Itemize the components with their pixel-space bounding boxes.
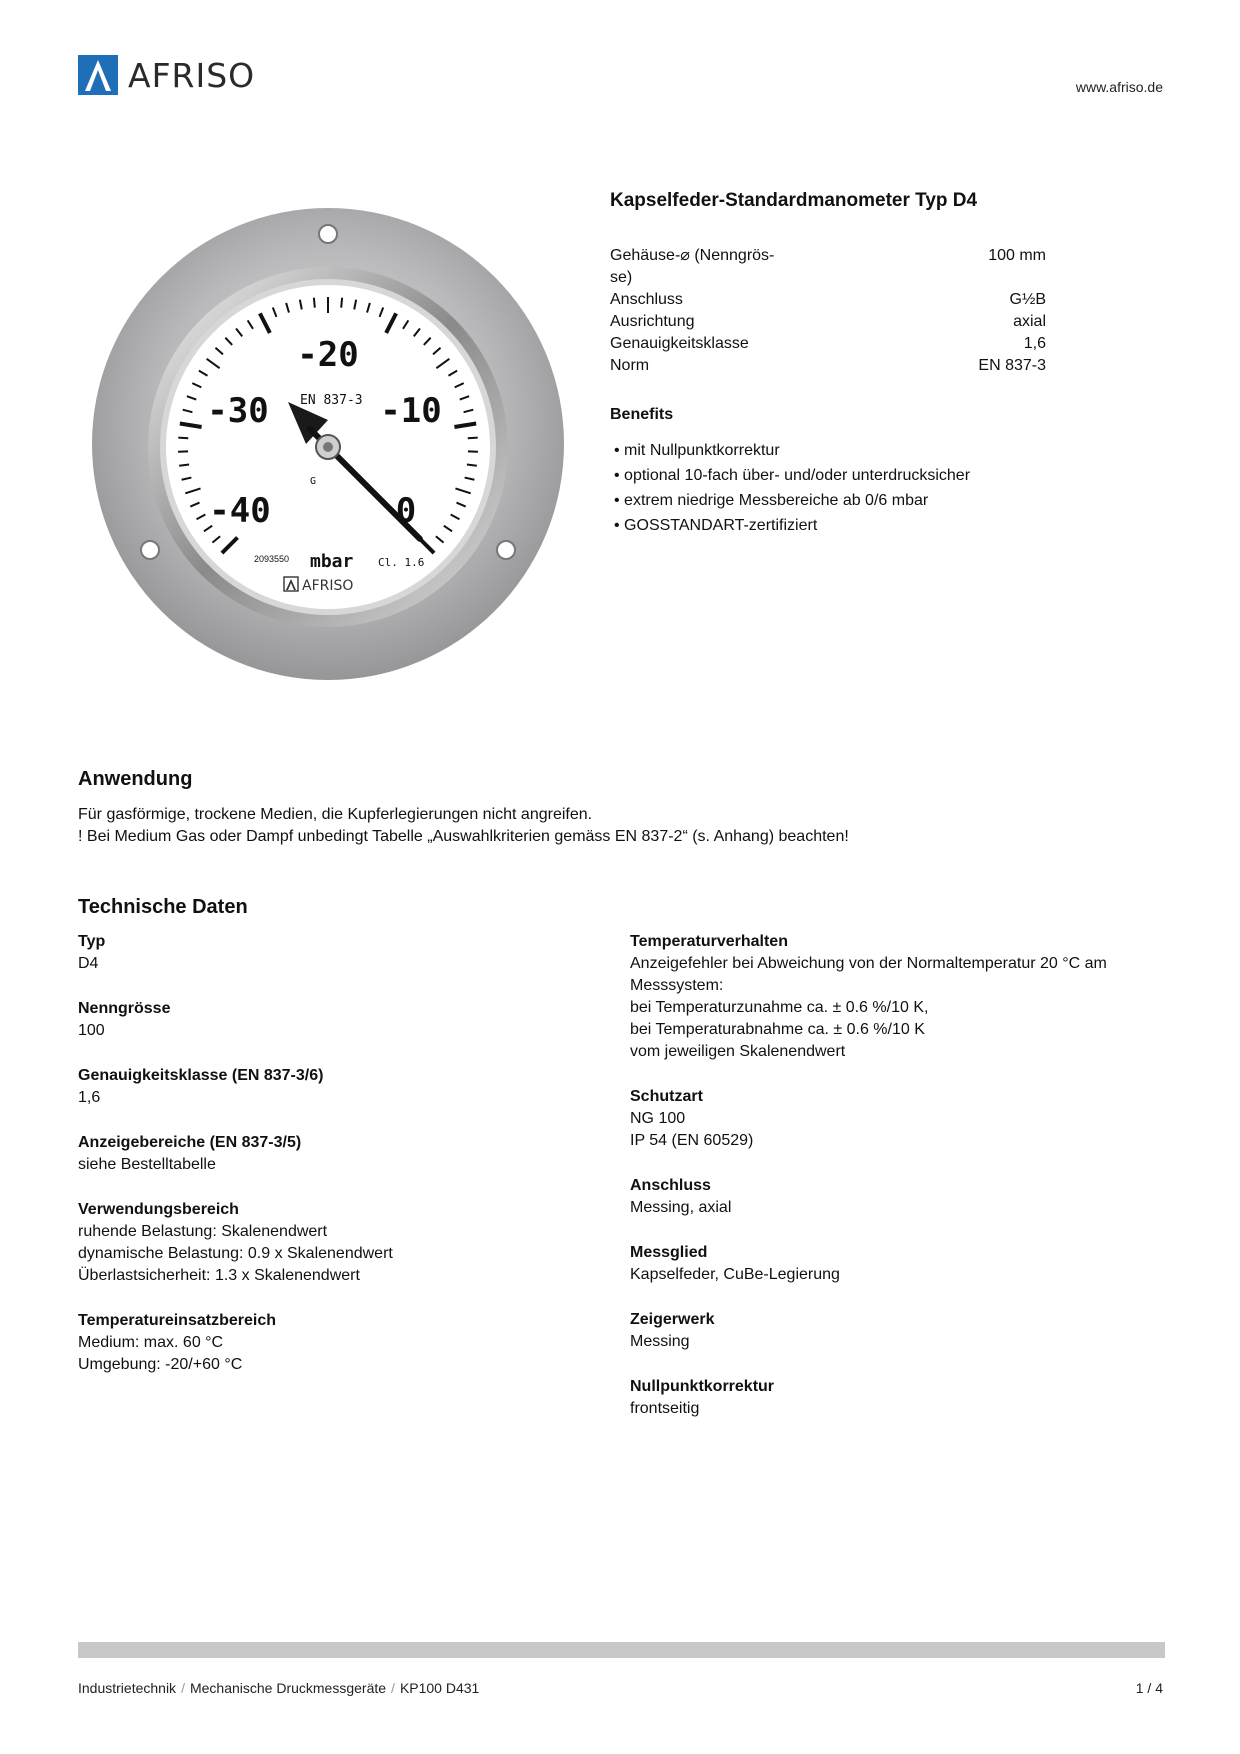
page-number: 1 / 4 (1135, 1680, 1163, 1696)
td-label: Zeigerwerk (630, 1311, 715, 1328)
gauge-label-minus10: -10 (380, 391, 442, 431)
spec-row (610, 289, 1046, 311)
td-item-anschluss (630, 1175, 1150, 1219)
spec-row-continued (610, 267, 1046, 289)
td-value: Messsystem: (630, 977, 724, 994)
td-value: Anzeigefehler bei Abweichung von der Normaltemperatur 20 °C am (630, 955, 1107, 972)
td-value: Überlastsicherheit: 1.3 x Skalenendwert (78, 1267, 360, 1284)
spec-value: G½B (1009, 291, 1046, 308)
td-value: bei Temperaturzunahme ca. ± 0.6 %/10 K, (630, 999, 929, 1016)
technische-daten-heading: Technische Daten (78, 896, 248, 918)
breadcrumb-separator: / (181, 1680, 185, 1696)
td-item-nenngroesse (78, 998, 598, 1042)
td-item-verwendungsbereich (78, 1199, 598, 1287)
spec-key: Gehäuse-⌀ (Nenngrös- (610, 247, 775, 264)
gauge-tick (314, 298, 315, 308)
benefit-item: • GOSSTANDART-zertifiziert (614, 513, 970, 538)
anwendung-line: ! Bei Medium Gas oder Dampf unbedingt Tabelle „Auswahlkriterien gemäss EN 837-2“ (s. Anhang) beachten! (78, 828, 849, 845)
gauge-label-zero: 0 (395, 491, 417, 531)
spec-row (610, 355, 1046, 377)
td-item-zeigerwerk (630, 1309, 1150, 1353)
td-label: Nullpunktkorrektur (630, 1378, 775, 1395)
td-value: Kapselfeder, CuBe-Legierung (630, 1266, 840, 1283)
spec-row (610, 311, 1046, 333)
td-value: IP 54 (EN 60529) (630, 1132, 754, 1149)
gauge-label-minus30: -30 (207, 391, 269, 431)
spec-key: Ausrichtung (610, 313, 695, 330)
benefit-item: • mit Nullpunktkorrektur (614, 438, 970, 463)
spec-value: 100 mm (988, 247, 1046, 264)
gauge-tick (467, 465, 477, 466)
breadcrumb-item[interactable]: Industrietechnik (78, 1680, 177, 1696)
spec-value: 1,6 (1023, 335, 1046, 352)
brand-logo (78, 55, 255, 95)
spec-row (610, 333, 1046, 355)
td-label: Anzeigebereiche (EN 837-3/5) (78, 1134, 302, 1151)
gauge-serial-text: 2093550 (254, 554, 290, 564)
breadcrumb-item[interactable]: KP100 D431 (399, 1680, 480, 1696)
td-value: D4 (78, 955, 99, 972)
gauge-brand-text: AFRISO (302, 578, 354, 594)
footer-divider (78, 1642, 1165, 1658)
td-label: Schutzart (630, 1088, 703, 1105)
td-label: Nenngrösse (78, 1000, 171, 1017)
brand-name: AFRISO (128, 55, 256, 95)
td-value: frontseitig (630, 1400, 700, 1417)
gauge-tick (179, 465, 189, 466)
spec-table (610, 245, 1046, 377)
spec-key: se) (610, 269, 633, 286)
anwendung-heading: Anwendung (78, 768, 193, 790)
td-label: Messglied (630, 1244, 708, 1261)
td-value: NG 100 (630, 1110, 686, 1127)
td-value: Messing (630, 1333, 690, 1350)
gauge-standard-text: EN 837-3 (300, 393, 363, 408)
gauge-unit-text: mbar (310, 551, 354, 572)
td-value: siehe Bestelltabelle (78, 1156, 216, 1173)
technische-daten-left-column (78, 931, 598, 1399)
td-value: ruhende Belastung: Skalenendwert (78, 1223, 328, 1240)
td-item-messglied (630, 1242, 1150, 1286)
td-label: Verwendungsbereich (78, 1201, 239, 1218)
website-url[interactable]: www.afriso.de (1075, 79, 1163, 95)
td-label: Anschluss (630, 1177, 711, 1194)
afriso-triangle-icon (78, 55, 118, 95)
breadcrumb (78, 1680, 479, 1696)
gauge-label-minus40: -40 (209, 491, 271, 531)
td-value: Umgebung: -20/+60 °C (78, 1356, 243, 1373)
td-label: Temperaturverhalten (630, 933, 788, 950)
anwendung-text (78, 804, 849, 848)
td-value: dynamische Belastung: 0.9 x Skalenendwert (78, 1245, 393, 1262)
gauge-label-minus20: -20 (297, 335, 359, 375)
gauge-class-text: Cl. 1.6 (378, 556, 425, 569)
benefits-heading: Benefits (610, 406, 674, 423)
td-item-anzeigebereiche (78, 1132, 598, 1176)
technische-daten-right-column (630, 931, 1150, 1443)
benefit-item: • extrem niedrige Messbereiche ab 0/6 mbar (614, 488, 970, 513)
td-value: vom jeweiligen Skalenendwert (630, 1043, 846, 1060)
spec-value: EN 837-3 (978, 357, 1046, 374)
spec-value: axial (1013, 313, 1046, 330)
benefits-list (614, 438, 970, 538)
manometer-image (88, 204, 568, 684)
spec-key: Norm (610, 357, 650, 374)
gauge-symbol-text: G (310, 476, 317, 487)
gauge-tick (468, 438, 478, 439)
td-label: Temperatureinsatzbereich (78, 1312, 276, 1329)
breadcrumb-item[interactable]: Mechanische Druckmessgeräte (189, 1680, 387, 1696)
spec-row (610, 245, 1046, 267)
benefit-item: • optional 10-fach über- und/oder unterdrucksicher (614, 463, 970, 488)
anwendung-line: Für gasförmige, trockene Medien, die Kupferlegierungen nicht angreifen. (78, 806, 593, 823)
spec-key: Anschluss (610, 291, 683, 308)
td-value: bei Temperaturabnahme ca. ± 0.6 %/10 K (630, 1021, 925, 1038)
td-item-schutzart (630, 1086, 1150, 1152)
gauge-tick (341, 298, 342, 308)
td-value: Medium: max. 60 °C (78, 1334, 224, 1351)
td-label: Genauigkeitsklasse (EN 837-3/6) (78, 1067, 324, 1084)
td-value: 100 (78, 1022, 105, 1039)
spec-key: Genauigkeitsklasse (610, 335, 749, 352)
td-label: Typ (78, 933, 106, 950)
td-value: 1,6 (78, 1089, 101, 1106)
gauge-tick (178, 438, 188, 439)
product-title: Kapselfeder-Standardmanometer Typ D4 (610, 190, 978, 211)
td-item-nullpunktkorrektur (630, 1376, 1150, 1420)
td-item-genauigkeitsklasse (78, 1065, 598, 1109)
td-item-temperaturverhalten (630, 931, 1150, 1063)
td-item-typ (78, 931, 598, 975)
td-value: Messing, axial (630, 1199, 732, 1216)
breadcrumb-separator: / (391, 1680, 395, 1696)
td-item-temperatureinsatzbereich (78, 1310, 598, 1376)
